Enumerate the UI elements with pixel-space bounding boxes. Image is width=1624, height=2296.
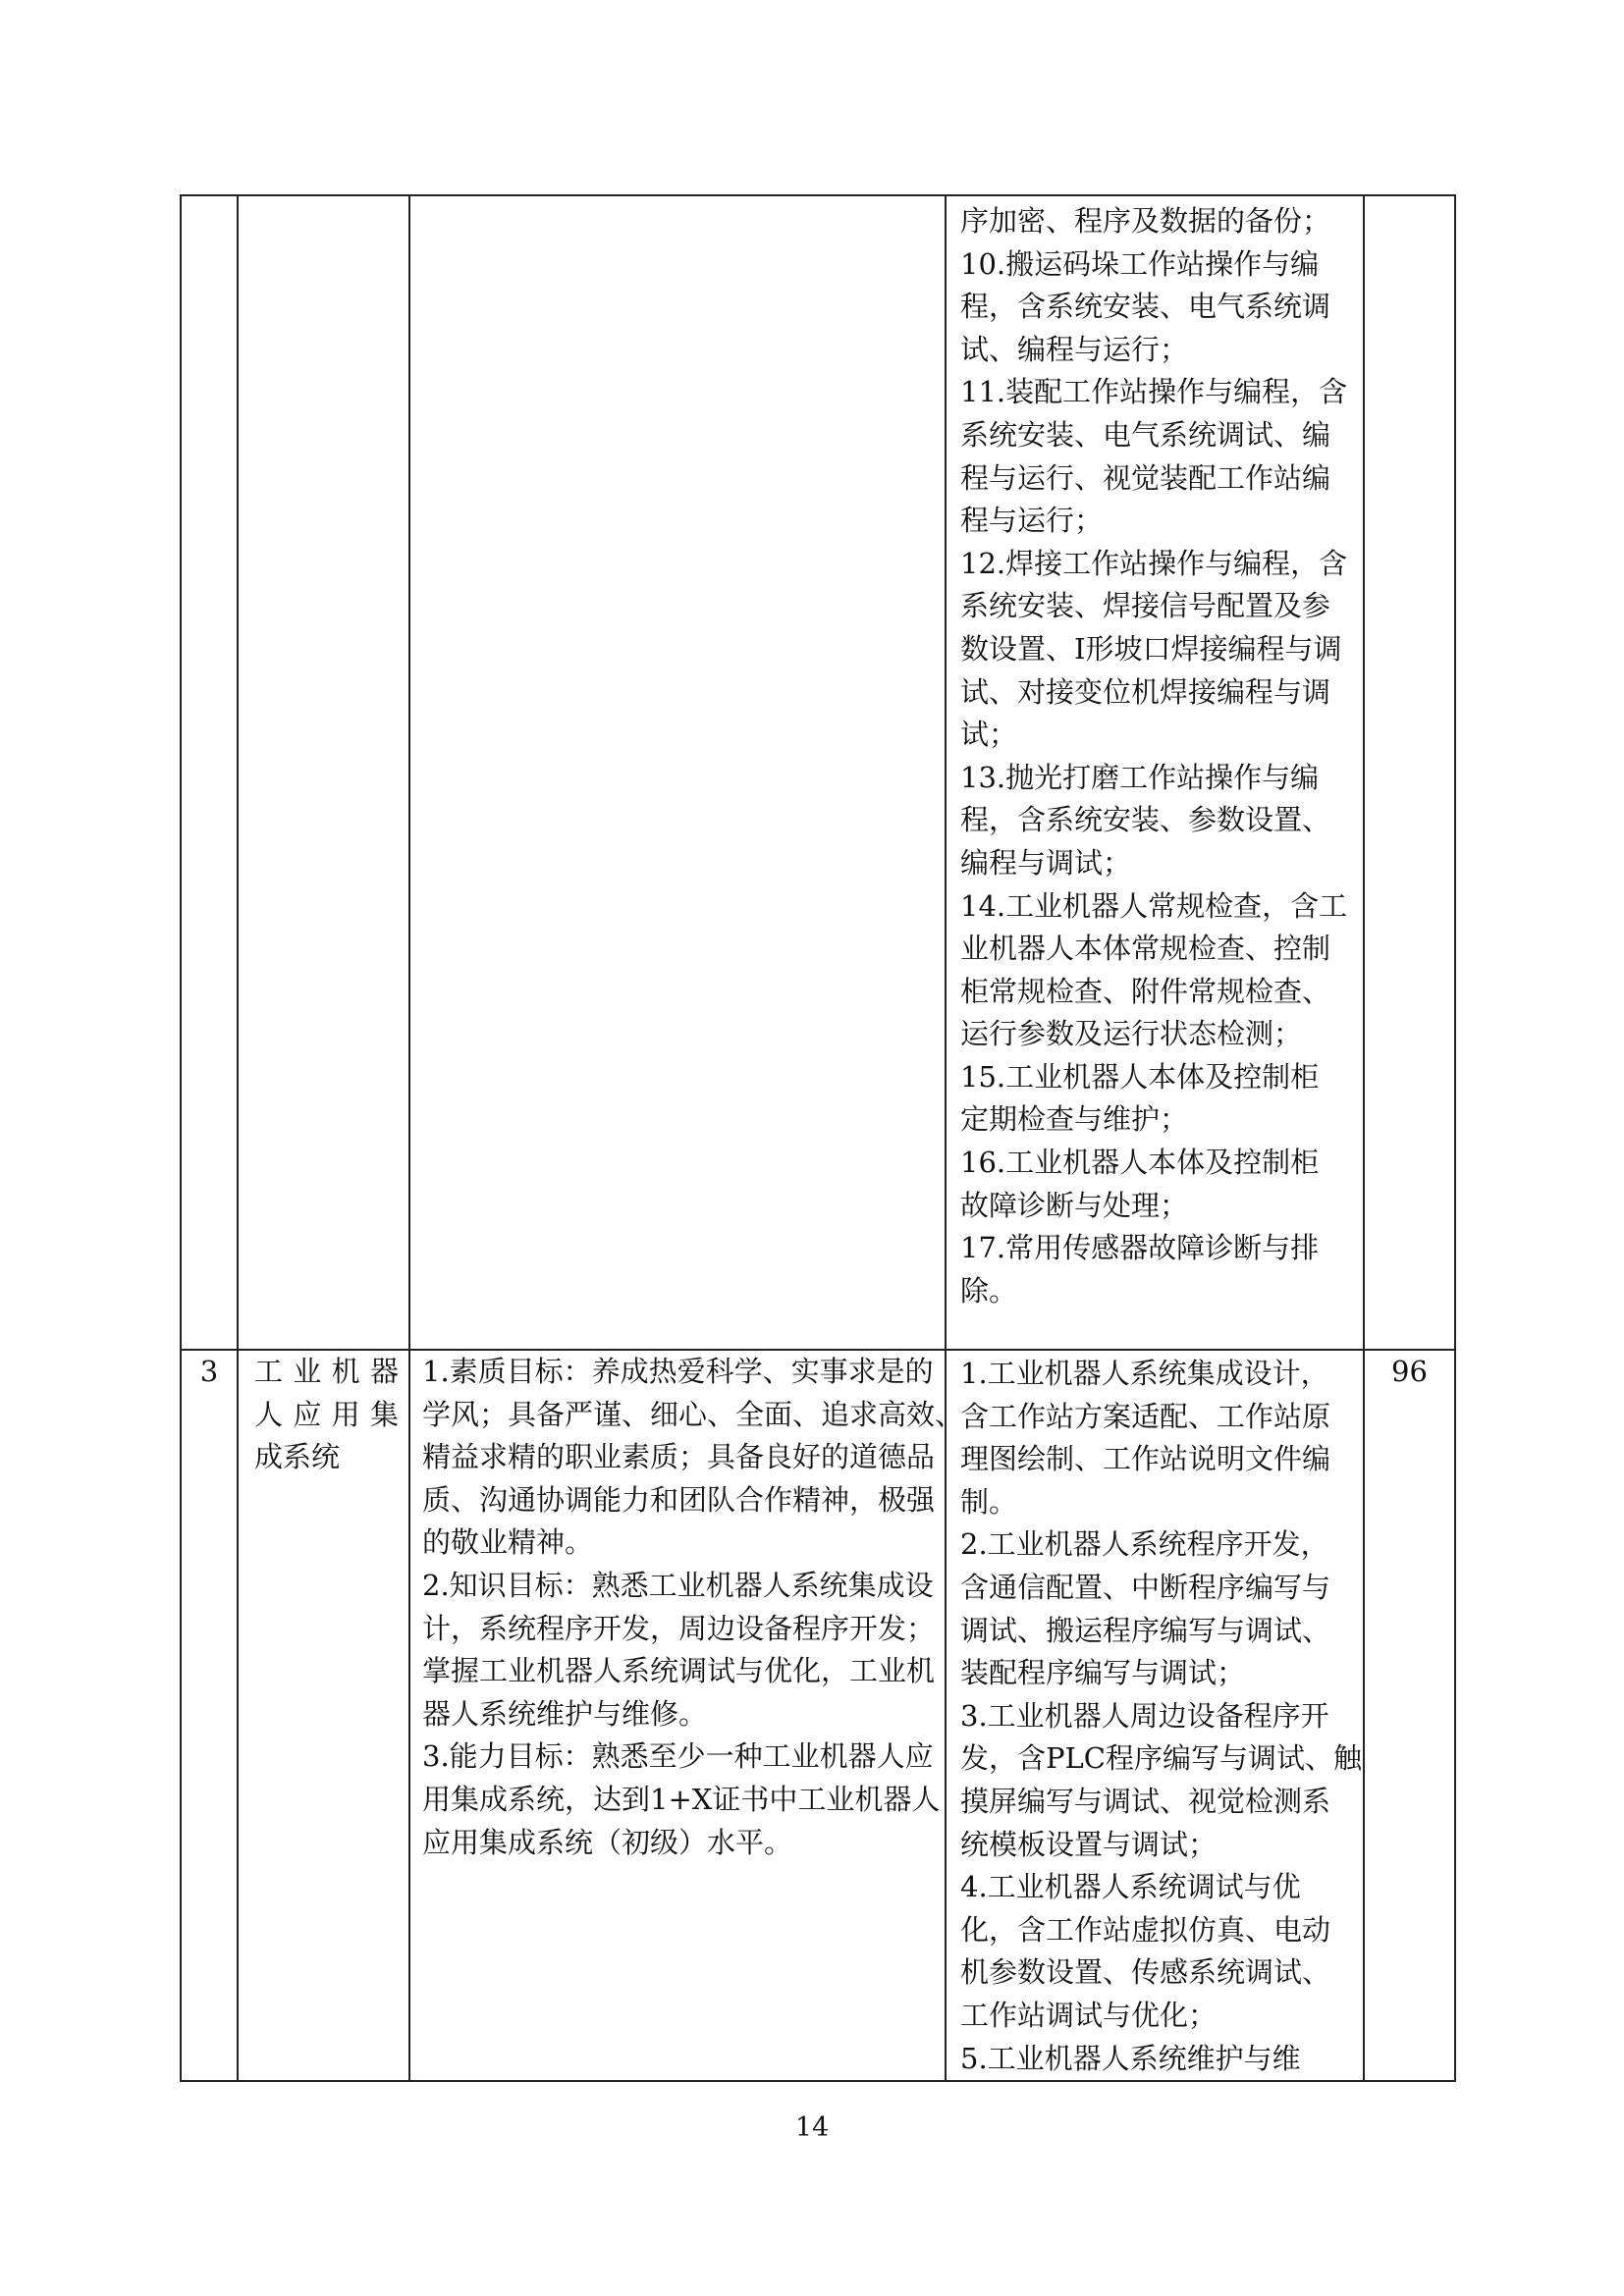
content-line: 11.装配工作站操作与编程，含 bbox=[960, 375, 1348, 409]
content-line: 除。 bbox=[960, 1273, 1018, 1308]
content-line: 2.工业机器人系统程序开发， bbox=[960, 1527, 1329, 1562]
content-line: 程与运行； bbox=[960, 504, 1104, 538]
objectives-cell bbox=[409, 195, 946, 1350]
page-number: 14 bbox=[794, 2112, 830, 2143]
objective-line: 器人系统维护与维修。 bbox=[422, 1696, 708, 1731]
course-name-cell bbox=[238, 195, 409, 1350]
objective-line: 学风；具备严谨、细心、全面、追求高效、 bbox=[422, 1397, 964, 1431]
content-line: 13.抛光打磨工作站操作与编 bbox=[960, 760, 1320, 794]
row-number-cell bbox=[181, 195, 238, 1350]
class-hours: 96 bbox=[1391, 1355, 1428, 1388]
content-line: 3.工业机器人周边设备程序开 bbox=[960, 1698, 1329, 1733]
content-line: 系统安装、焊接信号配置及参 bbox=[960, 589, 1331, 623]
hours-cell bbox=[1364, 195, 1455, 1350]
objective-line: 1.素质目标：养成热爱科学、实事求是的 bbox=[422, 1355, 934, 1388]
content-line: 14.工业机器人常规检查，含工 bbox=[960, 888, 1348, 923]
content-line: 装配程序编写与调试； bbox=[960, 1656, 1246, 1690]
objective-line: 2.知识目标：熟悉工业机器人系统集成设 bbox=[422, 1568, 934, 1602]
objective-line: 应用集成系统（初级）水平。 bbox=[422, 1825, 793, 1859]
table-row bbox=[181, 195, 1455, 1350]
content-line: 柜常规检查、附件常规检查、 bbox=[960, 974, 1331, 1008]
content-line: 4.工业机器人系统调试与优 bbox=[960, 1870, 1301, 1904]
course-table bbox=[180, 194, 1456, 2082]
content-line: 含工作站方案适配、工作站原 bbox=[960, 1399, 1331, 1433]
content-cell bbox=[946, 195, 1364, 1350]
hours-cell bbox=[1364, 1350, 1455, 2081]
table-row bbox=[181, 1350, 1455, 2081]
content-line: 制。 bbox=[960, 1484, 1018, 1519]
objective-line: 3.能力目标：熟悉至少一种工业机器人应 bbox=[422, 1739, 934, 1774]
content-line: 含通信配置、中断程序编写与 bbox=[960, 1570, 1331, 1604]
objective-line: 掌握工业机器人系统调试与优化，工业机 bbox=[422, 1654, 936, 1688]
objective-line: 的敬业精神。 bbox=[422, 1525, 594, 1560]
content-line: 1.工业机器人系统集成设计， bbox=[960, 1357, 1329, 1390]
content-line: 程与运行、视觉装配工作站编 bbox=[960, 460, 1331, 495]
content-line: 定期检查与维护； bbox=[960, 1102, 1189, 1137]
objective-line: 精益求精的职业素质；具备良好的道德品 bbox=[422, 1440, 936, 1474]
objective-line: 用集成系统，达到1+X证书中工业机器人 bbox=[422, 1782, 941, 1816]
objective-line: 质、沟通协调能力和团队合作精神，极强 bbox=[422, 1482, 936, 1517]
content-line: 机参数设置、传感系统调试、 bbox=[960, 1955, 1331, 1990]
content-line: 试、对接变位机焊接编程与调 bbox=[960, 674, 1331, 709]
content-line: 15.工业机器人本体及控制柜 bbox=[960, 1059, 1320, 1094]
course-name-line: 成系统 bbox=[254, 1440, 341, 1474]
content-line: 5.工业机器人系统维护与维 bbox=[960, 2041, 1301, 2075]
course-name-line: 人应用集 bbox=[254, 1397, 399, 1431]
content-line: 工作站调试与优化； bbox=[960, 1998, 1218, 2032]
content-line: 业机器人本体常规检查、控制 bbox=[960, 932, 1331, 966]
content-line: 试、编程与运行； bbox=[960, 332, 1189, 366]
content-line: 数设置、I形坡口焊接编程与调 bbox=[960, 631, 1342, 666]
content-line: 16.工业机器人本体及控制柜 bbox=[960, 1146, 1320, 1180]
row-number: 3 bbox=[199, 1355, 219, 1388]
content-line: 序加密、程序及数据的备份； bbox=[960, 204, 1331, 238]
course-name-line: 工业机器 bbox=[254, 1355, 399, 1388]
content-line: 17.常用传感器故障诊断与排 bbox=[960, 1231, 1320, 1265]
row-number-cell bbox=[181, 1350, 238, 2081]
content-line: 程，含系统安装、电气系统调 bbox=[960, 290, 1331, 324]
content-line: 系统安装、电气系统调试、编 bbox=[960, 417, 1331, 452]
objective-line: 计，系统程序开发，周边设备程序开发； bbox=[422, 1611, 936, 1645]
course-name-cell bbox=[238, 1350, 409, 2081]
content-line: 12.焊接工作站操作与编程，含 bbox=[960, 546, 1348, 580]
content-line: 摸屏编写与调试、视觉检测系 bbox=[960, 1784, 1331, 1818]
content-line: 发，含PLC程序编写与调试、触 bbox=[960, 1741, 1362, 1776]
content-line: 运行参数及运行状态检测； bbox=[960, 1017, 1303, 1051]
content-line: 程，含系统安装、参数设置、 bbox=[960, 803, 1331, 837]
content-line: 编程与调试； bbox=[960, 845, 1132, 880]
content-line: 调试、搬运程序编写与调试、 bbox=[960, 1613, 1331, 1647]
content-line: 统模板设置与调试； bbox=[960, 1827, 1218, 1861]
content-line: 试； bbox=[960, 718, 1018, 752]
content-line: 化，含工作站虚拟仿真、电动 bbox=[960, 1912, 1331, 1947]
content-line: 10.搬运码垛工作站操作与编 bbox=[960, 246, 1320, 281]
objectives-cell bbox=[409, 1350, 964, 2081]
content-cell bbox=[946, 1350, 1364, 2081]
content-line: 理图绘制、工作站说明文件编 bbox=[960, 1442, 1331, 1476]
content-line: 故障诊断与处理； bbox=[960, 1188, 1189, 1222]
